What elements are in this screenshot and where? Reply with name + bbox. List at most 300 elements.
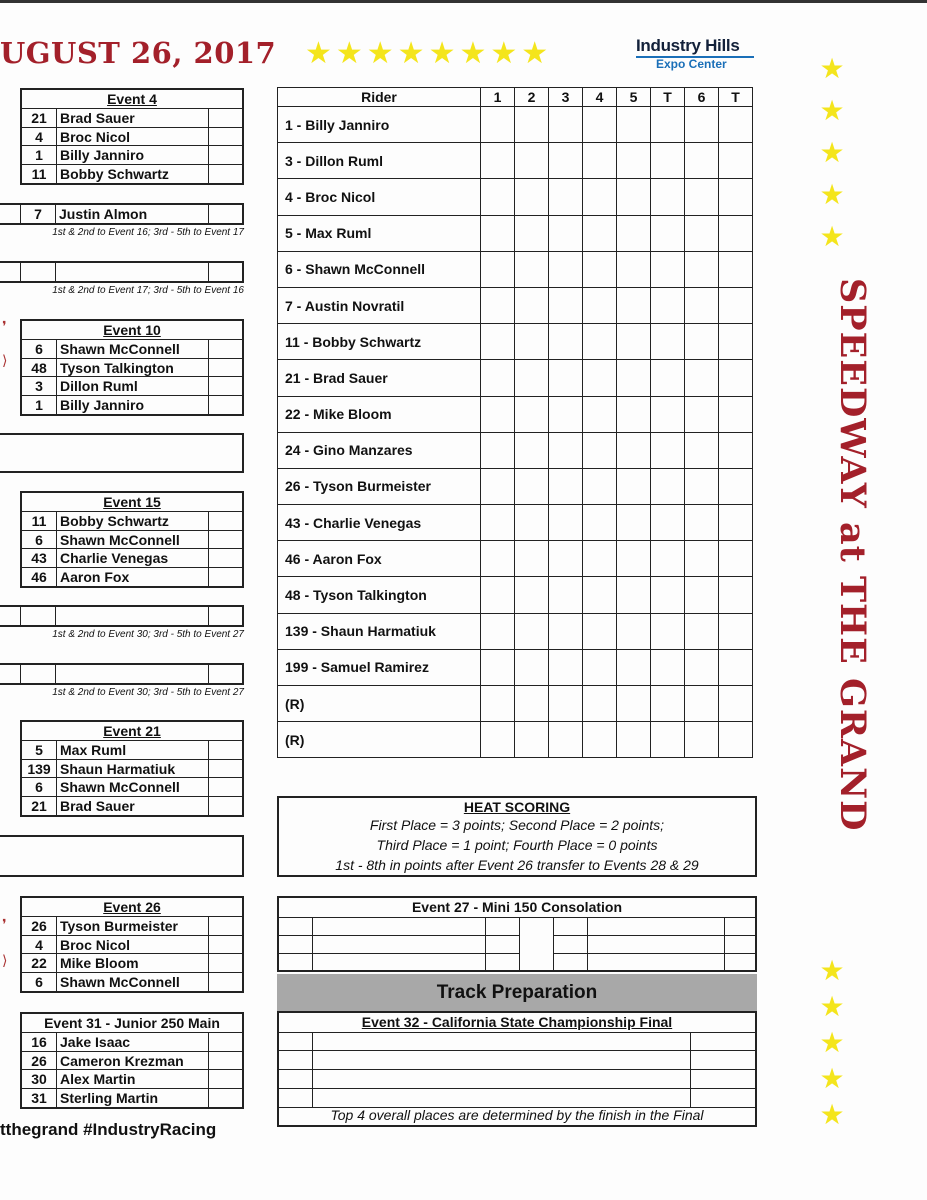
grid-line — [553, 917, 554, 970]
score-cell[interactable] — [583, 432, 617, 468]
score-cell[interactable] — [617, 577, 651, 613]
score-cell[interactable] — [549, 432, 583, 468]
score-cell[interactable] — [583, 722, 617, 758]
rider-name: Brad Sauer — [57, 797, 209, 816]
score-cell[interactable] — [481, 215, 515, 251]
star-icon: ★ — [819, 95, 845, 126]
table-row — [22, 936, 242, 955]
result-cell[interactable] — [209, 377, 242, 395]
score-cell[interactable] — [617, 722, 651, 758]
rider-name: Brad Sauer — [57, 109, 209, 127]
score-cell[interactable] — [719, 179, 753, 215]
score-cell[interactable] — [549, 251, 583, 287]
event15-box — [20, 491, 244, 588]
score-cell[interactable] — [617, 215, 651, 251]
rider-number: 3 — [22, 377, 57, 395]
score-cell[interactable] — [719, 143, 753, 179]
score-cell[interactable] — [515, 541, 549, 577]
score-cell[interactable] — [549, 649, 583, 685]
score-cell[interactable] — [617, 107, 651, 143]
table-row — [22, 165, 242, 184]
heat-scoring-title: HEAT SCORING — [463, 799, 571, 815]
score-cell[interactable] — [617, 179, 651, 215]
result-cell[interactable] — [208, 665, 209, 683]
mark-icon: ⟩ — [2, 352, 8, 368]
result-cell[interactable] — [209, 549, 242, 567]
single-entry-box — [0, 605, 244, 627]
rider-name: Justin Almon — [59, 206, 148, 222]
score-cell[interactable] — [583, 324, 617, 360]
score-cell[interactable] — [685, 251, 719, 287]
score-cell[interactable] — [617, 541, 651, 577]
score-cell[interactable] — [685, 143, 719, 179]
score-cell[interactable] — [617, 613, 651, 649]
score-cell[interactable] — [617, 686, 651, 722]
score-cell[interactable] — [685, 324, 719, 360]
score-cell[interactable] — [617, 649, 651, 685]
table-row — [278, 468, 753, 504]
score-cell[interactable] — [685, 360, 719, 396]
score-cell[interactable] — [549, 686, 583, 722]
score-cell[interactable] — [719, 287, 753, 323]
score-cell[interactable] — [617, 324, 651, 360]
single-entry-box — [0, 203, 244, 225]
grid-line — [690, 1032, 691, 1107]
result-cell[interactable] — [209, 1089, 242, 1108]
transfer-note: 1st & 2nd to Event 16; 3rd - 5th to Event 17 — [52, 227, 244, 238]
transfer-note: 1st & 2nd to Event 30; 3rd - 5th to Event 27 — [52, 629, 244, 640]
result-cell[interactable] — [209, 531, 242, 549]
rider-name: Alex Martin — [57, 1070, 209, 1088]
rider-name-cell: 199 - Samuel Ramirez — [278, 649, 481, 685]
score-cell[interactable] — [719, 505, 753, 541]
rider-name: Aaron Fox — [57, 568, 209, 587]
result-cell[interactable] — [209, 1033, 242, 1051]
table-row — [22, 760, 242, 779]
score-cell[interactable] — [481, 396, 515, 432]
score-cell[interactable] — [651, 360, 685, 396]
score-cell[interactable] — [549, 396, 583, 432]
table-row — [22, 512, 242, 531]
score-cell[interactable] — [583, 577, 617, 613]
table-row — [278, 396, 753, 432]
event26-title: Event 26 — [22, 898, 242, 917]
score-cell[interactable] — [515, 613, 549, 649]
rider-name: Sterling Martin — [57, 1089, 209, 1108]
logo-line1: Industry Hills — [636, 36, 740, 55]
score-cell[interactable] — [617, 505, 651, 541]
logo-line2: Expo Center — [656, 57, 727, 71]
score-cell[interactable] — [481, 686, 515, 722]
score-cell[interactable] — [719, 432, 753, 468]
score-cell[interactable] — [685, 287, 719, 323]
result-cell[interactable] — [209, 1070, 242, 1088]
score-cell[interactable] — [583, 541, 617, 577]
score-cell[interactable] — [719, 396, 753, 432]
rider-name: Shawn McConnell — [57, 778, 209, 796]
column-header: 4 — [583, 88, 617, 107]
star-icon: ★ — [819, 955, 845, 986]
score-cell[interactable] — [719, 360, 753, 396]
score-cell[interactable] — [651, 722, 685, 758]
score-cell[interactable] — [481, 143, 515, 179]
score-cell[interactable] — [549, 360, 583, 396]
rider-number — [20, 263, 56, 281]
grid-line — [279, 1069, 755, 1070]
score-cell[interactable] — [719, 649, 753, 685]
event10-box — [20, 319, 244, 416]
score-cell[interactable] — [583, 686, 617, 722]
table-row — [22, 973, 242, 992]
rider-name: Shawn McConnell — [57, 531, 209, 549]
rider-number: 30 — [22, 1070, 57, 1088]
column-header: Rider — [278, 88, 481, 107]
score-cell[interactable] — [719, 251, 753, 287]
rider-name: Dillon Ruml — [57, 377, 209, 395]
score-cell[interactable] — [583, 505, 617, 541]
score-cell[interactable] — [515, 432, 549, 468]
rider-name-cell: 22 - Mike Bloom — [278, 396, 481, 432]
score-cell[interactable] — [651, 505, 685, 541]
score-cell[interactable] — [651, 468, 685, 504]
transfer-note: 1st & 2nd to Event 30; 3rd - 5th to Event 27 — [52, 687, 244, 698]
rider-name: Tyson Talkington — [57, 359, 209, 377]
score-cell[interactable] — [515, 686, 549, 722]
score-cell[interactable] — [685, 396, 719, 432]
result-cell[interactable] — [209, 165, 242, 184]
score-cell[interactable] — [651, 649, 685, 685]
score-cell[interactable] — [583, 107, 617, 143]
result-cell[interactable] — [209, 128, 242, 146]
table-row — [22, 1052, 242, 1071]
grid-line — [312, 917, 313, 970]
result-cell[interactable] — [209, 512, 242, 530]
score-cell[interactable] — [583, 649, 617, 685]
result-cell[interactable] — [209, 146, 242, 164]
score-cell[interactable] — [549, 287, 583, 323]
column-header: 1 — [481, 88, 515, 107]
table-row — [278, 577, 753, 613]
star-icon: ★ — [819, 179, 845, 210]
score-cell[interactable] — [583, 143, 617, 179]
score-cell[interactable] — [515, 251, 549, 287]
rider-number: 139 — [22, 760, 57, 778]
rider-number: 6 — [22, 778, 57, 796]
mark-icon: ❜ — [2, 318, 7, 334]
rider-number: 6 — [22, 973, 57, 992]
score-cell[interactable] — [685, 686, 719, 722]
score-cell[interactable] — [549, 577, 583, 613]
score-cell[interactable] — [515, 577, 549, 613]
score-cell[interactable] — [583, 251, 617, 287]
rider-name: Billy Janniro — [57, 146, 209, 164]
result-cell[interactable] — [209, 917, 242, 935]
score-cell[interactable] — [685, 722, 719, 758]
rider-number — [20, 607, 56, 625]
score-cell[interactable] — [481, 432, 515, 468]
result-cell[interactable] — [208, 205, 209, 223]
score-cell[interactable] — [549, 505, 583, 541]
column-header: 2 — [515, 88, 549, 107]
table-row — [278, 107, 753, 143]
score-cell[interactable] — [515, 143, 549, 179]
score-cell[interactable] — [481, 722, 515, 758]
score-cell[interactable] — [481, 360, 515, 396]
scoring-line: First Place = 3 points; Second Place = 2 points; — [369, 817, 665, 833]
score-cell[interactable] — [481, 287, 515, 323]
score-cell[interactable] — [549, 215, 583, 251]
score-cell[interactable] — [685, 541, 719, 577]
grid-line — [587, 917, 588, 970]
score-cell[interactable] — [651, 432, 685, 468]
column-header: 5 — [617, 88, 651, 107]
rider-number: 1 — [22, 146, 57, 164]
rider-name: Tyson Burmeister — [57, 917, 209, 935]
rider-name-cell: (R) — [278, 686, 481, 722]
result-cell[interactable] — [209, 1052, 242, 1070]
score-cell[interactable] — [651, 396, 685, 432]
score-cell[interactable] — [583, 396, 617, 432]
score-cell[interactable] — [719, 541, 753, 577]
rider-number: 1 — [22, 396, 57, 415]
result-cell[interactable] — [209, 568, 242, 587]
event26-box — [20, 896, 244, 993]
transfer-note: 1st & 2nd to Event 17; 3rd - 5th to Event 16 — [52, 285, 244, 296]
score-cell[interactable] — [481, 577, 515, 613]
result-cell[interactable] — [208, 607, 209, 625]
rider-number: 16 — [22, 1033, 57, 1051]
rider-name: Broc Nicol — [57, 128, 209, 146]
grid-line — [485, 917, 486, 970]
score-cell[interactable] — [719, 577, 753, 613]
column-header: T — [651, 88, 685, 107]
score-cell[interactable] — [651, 613, 685, 649]
score-cell[interactable] — [549, 722, 583, 758]
rider-number — [20, 665, 56, 683]
score-cell[interactable] — [617, 287, 651, 323]
score-cell[interactable] — [651, 324, 685, 360]
result-cell[interactable] — [209, 778, 242, 796]
rider-number: 26 — [22, 917, 57, 935]
score-cell[interactable] — [651, 215, 685, 251]
score-cell[interactable] — [583, 215, 617, 251]
grid-line — [279, 1050, 755, 1051]
score-cell[interactable] — [617, 468, 651, 504]
score-cell[interactable] — [481, 613, 515, 649]
rider-number: 4 — [22, 128, 57, 146]
star-icon: ★ — [819, 221, 845, 252]
venue-logo — [636, 37, 756, 71]
score-cell[interactable] — [617, 251, 651, 287]
star-icon: ★ — [819, 991, 845, 1022]
score-cell[interactable] — [685, 107, 719, 143]
rider-number: 31 — [22, 1089, 57, 1108]
event31-box — [20, 1012, 244, 1109]
result-cell[interactable] — [209, 741, 242, 759]
score-cell[interactable] — [617, 432, 651, 468]
rider-name-cell: 5 - Max Ruml — [278, 215, 481, 251]
score-cell[interactable] — [617, 396, 651, 432]
star-row-icon: ★★★★★★★★ — [305, 37, 553, 70]
table-header-row — [278, 88, 753, 107]
event27-title: Event 27 - Mini 150 Consolation — [279, 898, 755, 918]
star-icon: ★ — [819, 1027, 845, 1058]
event31-title: Event 31 - Junior 250 Main — [22, 1014, 242, 1033]
score-cell[interactable] — [549, 143, 583, 179]
score-cell[interactable] — [685, 649, 719, 685]
score-cell[interactable] — [617, 360, 651, 396]
score-cell[interactable] — [515, 215, 549, 251]
score-cell[interactable] — [515, 649, 549, 685]
score-cell[interactable] — [515, 179, 549, 215]
score-cell[interactable] — [651, 541, 685, 577]
score-cell[interactable] — [583, 468, 617, 504]
score-cell[interactable] — [583, 360, 617, 396]
rider-name-cell: (R) — [278, 722, 481, 758]
blank-box — [0, 433, 244, 473]
event-date: UGUST 26, 2017 — [0, 36, 277, 70]
score-cell[interactable] — [719, 722, 753, 758]
table-row — [22, 549, 242, 568]
result-cell[interactable] — [209, 340, 242, 358]
rider-name: Max Ruml — [57, 741, 209, 759]
rider-name: Mike Bloom — [57, 954, 209, 972]
score-cell[interactable] — [685, 432, 719, 468]
rider-number: 43 — [22, 549, 57, 567]
result-cell[interactable] — [209, 109, 242, 127]
table-row — [22, 531, 242, 550]
score-cell[interactable] — [685, 577, 719, 613]
score-cell[interactable] — [719, 107, 753, 143]
table-row — [278, 649, 753, 685]
score-cell[interactable] — [685, 468, 719, 504]
table-row — [22, 128, 242, 147]
track-preparation-banner: Track Preparation — [277, 974, 757, 1011]
score-cell[interactable] — [651, 287, 685, 323]
score-cell[interactable] — [549, 541, 583, 577]
score-cell[interactable] — [549, 468, 583, 504]
rider-name-cell: 139 - Shaun Harmatiuk — [278, 613, 481, 649]
column-header: T — [719, 88, 753, 107]
score-cell[interactable] — [685, 613, 719, 649]
score-cell[interactable] — [651, 686, 685, 722]
result-cell[interactable] — [209, 797, 242, 816]
table-row — [278, 360, 753, 396]
score-cell[interactable] — [549, 107, 583, 143]
score-cell[interactable] — [651, 577, 685, 613]
rider-number: 48 — [22, 359, 57, 377]
score-cell[interactable] — [583, 613, 617, 649]
score-cell[interactable] — [651, 251, 685, 287]
score-cell[interactable] — [651, 179, 685, 215]
score-cell[interactable] — [549, 179, 583, 215]
mark-icon: ❜ — [2, 916, 7, 932]
result-cell[interactable] — [208, 263, 209, 281]
result-cell[interactable] — [209, 760, 242, 778]
result-cell[interactable] — [209, 973, 242, 992]
table-row — [22, 1089, 242, 1108]
score-cell[interactable] — [651, 143, 685, 179]
score-cell[interactable] — [685, 505, 719, 541]
score-cell[interactable] — [685, 215, 719, 251]
table-row — [22, 568, 242, 587]
score-cell[interactable] — [481, 251, 515, 287]
score-cell[interactable] — [481, 649, 515, 685]
score-cell[interactable] — [481, 324, 515, 360]
score-cell[interactable] — [617, 143, 651, 179]
grid-line — [279, 935, 520, 936]
score-cell[interactable] — [481, 541, 515, 577]
table-row — [22, 396, 242, 415]
score-cell[interactable] — [719, 686, 753, 722]
rider-name-cell: 6 - Shawn McConnell — [278, 251, 481, 287]
table-row — [22, 1033, 242, 1052]
star-icon: ★ — [819, 137, 845, 168]
event4-box — [20, 88, 244, 185]
table-row — [22, 797, 242, 816]
score-cell[interactable] — [515, 324, 549, 360]
rider-name: Bobby Schwartz — [57, 165, 209, 184]
score-cell[interactable] — [481, 107, 515, 143]
result-cell[interactable] — [209, 359, 242, 377]
score-cell[interactable] — [583, 179, 617, 215]
score-cell[interactable] — [515, 505, 549, 541]
score-cell[interactable] — [719, 324, 753, 360]
rider-name: Shawn McConnell — [57, 340, 209, 358]
score-cell[interactable] — [549, 324, 583, 360]
table-row — [278, 541, 753, 577]
rider-name: Billy Janniro — [57, 396, 209, 415]
result-cell[interactable] — [209, 936, 242, 954]
top-border — [0, 0, 927, 3]
score-cell[interactable] — [685, 179, 719, 215]
rider-number: 11 — [22, 165, 57, 184]
rider-number: 6 — [22, 340, 57, 358]
result-cell[interactable] — [209, 396, 242, 415]
score-cell[interactable] — [515, 396, 549, 432]
score-cell[interactable] — [515, 287, 549, 323]
result-cell[interactable] — [209, 954, 242, 972]
event21-box — [20, 720, 244, 817]
score-cell[interactable] — [719, 613, 753, 649]
event32-title: Event 32 - California State Championship Final — [279, 1013, 755, 1033]
score-cell[interactable] — [719, 468, 753, 504]
score-cell[interactable] — [481, 468, 515, 504]
score-cell[interactable] — [549, 613, 583, 649]
table-row — [22, 778, 242, 797]
column-header: 3 — [549, 88, 583, 107]
rider-name-cell: 11 - Bobby Schwartz — [278, 324, 481, 360]
rider-number: 5 — [22, 741, 57, 759]
score-cell[interactable] — [515, 468, 549, 504]
table-row — [278, 143, 753, 179]
event27-box — [277, 896, 757, 972]
score-cell[interactable] — [515, 722, 549, 758]
rider-name: Bobby Schwartz — [57, 512, 209, 530]
score-cell[interactable] — [651, 107, 685, 143]
score-cell[interactable] — [481, 179, 515, 215]
score-cell[interactable] — [719, 215, 753, 251]
score-cell[interactable] — [481, 505, 515, 541]
table-row — [278, 251, 753, 287]
score-cell[interactable] — [515, 360, 549, 396]
rider-number: 46 — [22, 568, 57, 587]
table-row — [22, 377, 242, 396]
score-cell[interactable] — [583, 287, 617, 323]
rider-number: 21 — [22, 109, 57, 127]
score-cell[interactable] — [515, 107, 549, 143]
table-row — [278, 722, 753, 758]
